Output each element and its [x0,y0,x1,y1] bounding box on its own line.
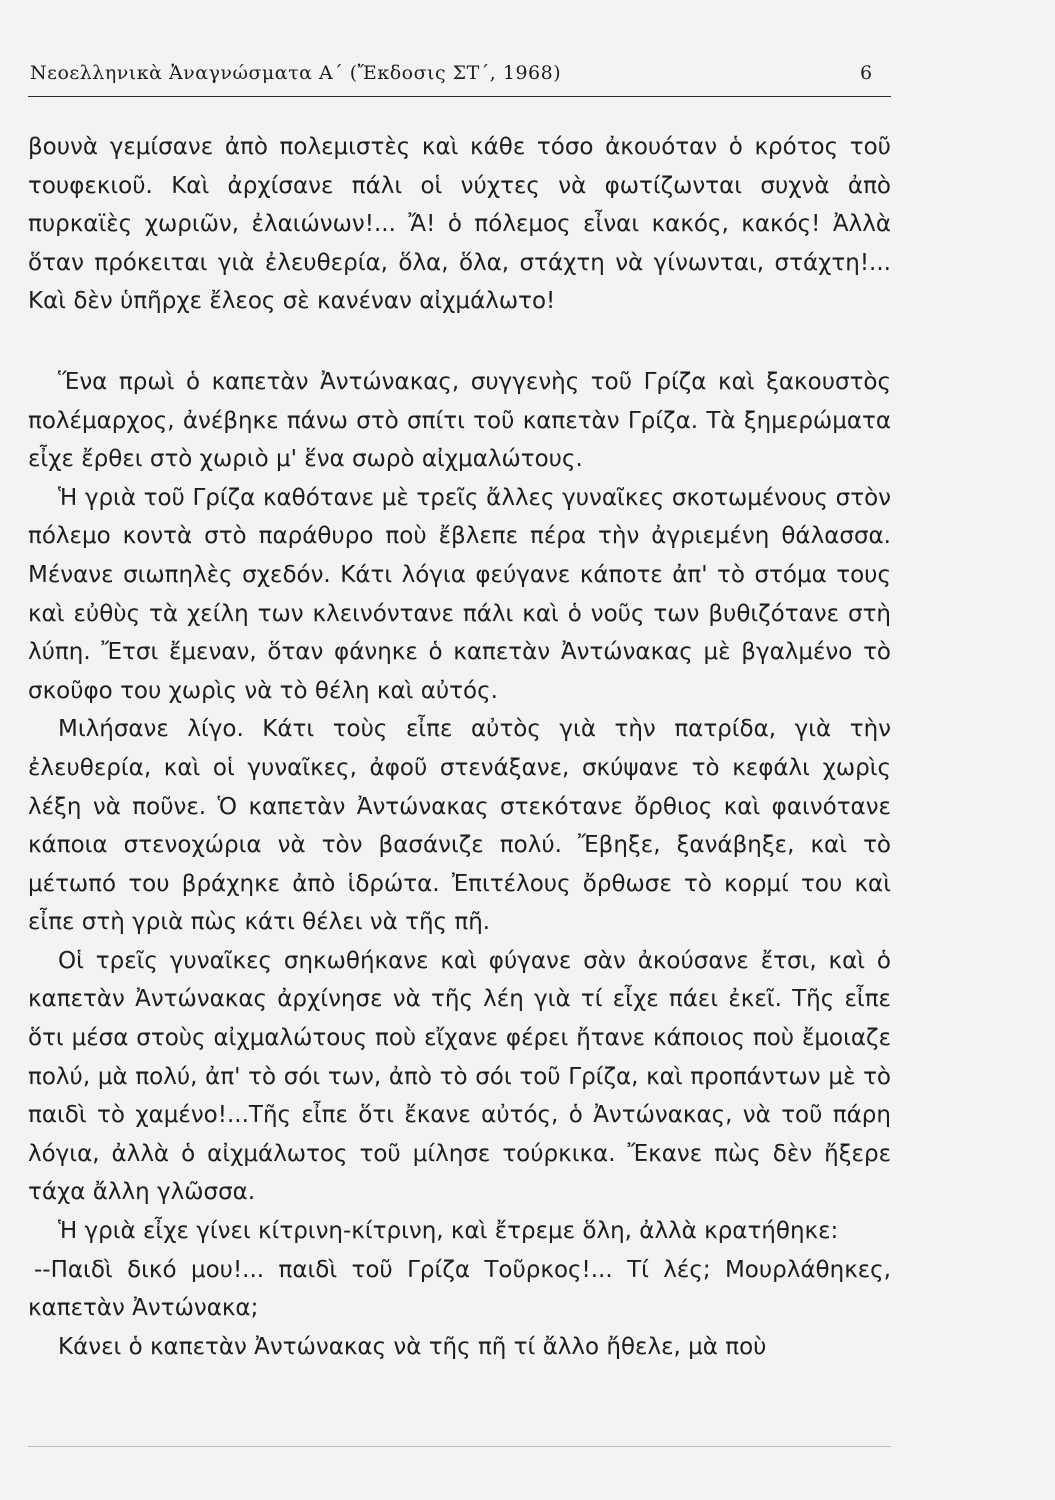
paragraph: Ἕνα πρωὶ ὁ καπετὰν Ἀντώνακας, συγγενὴς τοῦ Γρίζα καὶ ξακουστὸς πολέμαρχος, ἀνέβηκε πάνω στὸ σπίτι τοῦ καπετὰν Γρίζα. Τὰ ξημερώματα εἶχε ἔρθει στὸ χωριὸ μ' ἕνα σωρὸ αἰχμαλώτους. [28,368,891,473]
paragraph: Κάνει ὁ καπετὰν Ἀντώνακας νὰ τῆς πῆ τί ἄλλο ἤθελε, μὰ ποὺ [58,1333,767,1360]
body-text [28,128,891,1366]
paragraph: Ἡ γριὰ εἶχε γίνει κίτρινη-κίτρινη, καὶ ἔτρεμε ὅλη, ἀλλὰ κρατήθηκε: [58,1218,839,1245]
paragraph: Ἡ γριὰ τοῦ Γρίζα καθότανε μὲ τρεῖς ἄλλες γυναῖκες σκοτωμένους στὸν πόλεμο κοντὰ στὸ παράθυρο ποὺ ἔβλεπε πέρα τὴν ἀγριεμένη θάλασσα. Μένανε σιωπηλὲς σχεδόν. Κάτι λόγια φεύγανε κάποτε ἀπ' τὸ στόμα τους καὶ εὐθὺς τὰ χείλη των κλεινόντανε πάλι καὶ ὁ νοῦς των βυθιζότανε στὴ λύπη. Ἔτσι ἔμεναν, ὅταν φάνηκε ὁ καπετὰν Ἀντώνακας μὲ βγαλμένο τὸ σκοῦφο του χωρὶς νὰ τὸ θέλη καὶ αὐτός. [28,484,891,704]
header-title: Νεοελληνικὰ Ἀναγνώσματα Α΄ (Ἔκδοσις ΣΤ΄, 1968) [30,62,562,84]
bottom-line [28,1446,891,1447]
section-break [28,321,891,363]
dialogue-line: --Παιδὶ δικό μου!... παιδὶ τοῦ Γρίζα Τοῦρκος!... Τί λές; Μουρλάθηκες, καπετὰν Ἀντώνακα; [28,1256,891,1322]
paragraph: Οἱ τρεῖς γυναῖκες σηκωθήκανε καὶ φύγανε σὰν ἀκούσανε ἔτσι, καὶ ὁ καπετὰν Ἀντώνακας ἀρχίνησε νὰ τῆς λέη γιὰ τί εἶχε πάει ἐκεῖ. Τῆς εἶπε ὅτι μέσα στοὺς αἰχμαλώτους ποὺ εἴχανε φέρει ἤτανε κάποιος ποὺ ἔμοιαζε πολύ, μὰ πολύ, ἀπ' τὸ σόι των, ἀπὸ τὸ σόι τοῦ Γρίζα, καὶ προπάντων μὲ τὸ παιδὶ τὸ χαμένο!...Τῆς εἶπε ὅτι ἔκανε αὐτός, ὁ Ἀντώνακας, νὰ τοῦ πάρη λόγια, ἀλλὰ ὁ αἰχμάλωτος τοῦ μίλησε τούρκικα. Ἔκανε πὼς δὲν ἤξερε τάχα ἄλλη γλῶσσα. [28,947,891,1206]
header-rule [28,96,891,97]
page-number: 6 [860,62,873,84]
paragraph: Μιλήσανε λίγο. Κάτι τοὺς εἶπε αὐτὸς γιὰ τὴν πατρίδα, γιὰ τὴν ἐλευθερία, καὶ οἱ γυναῖκες, ἀφοῦ στενάξανε, σκύψανε τὸ κεφάλι χωρὶς λέξη νὰ ποῦνε. Ὁ καπετὰν Ἀντώνακας στεκότανε ὄρθιος καὶ φαινότανε κάποια στενοχώρια νὰ τὸν βασάνιζε πολύ. Ἔβηξε, ξανάβηξε, καὶ τὸ μέτωπό του βράχηκε ἀπὸ ἱδρώτα. Ἐπιτέλους ὄρθωσε τὸ κορμί του καὶ εἶπε στὴ γριὰ πὼς κάτι θέλει νὰ τῆς πῆ. [28,716,891,936]
paragraph-continuation: βουνὰ γεμίσανε ἀπὸ πολεμιστὲς καὶ κάθε τόσο ἀκουόταν ὁ κρότος τοῦ τουφεκιοῦ. Καὶ ἀρχίσανε πάλι οἱ νύχτες νὰ φωτίζωνται συχνὰ ἀπὸ πυρκαϊὲς χωριῶν, ἐλαιώνων!... Ἄ! ὁ πόλεμος εἶναι κακός, κακός! Ἀλλὰ ὅταν πρόκειται γιὰ ἐλευθερία, ὅλα, ὅλα, στάχτη νὰ γίνωνται, στάχτη!... Καὶ δὲν ὑπῆρχε ἔλεος σὲ κανέναν αἰχμάλωτο! [28,134,891,315]
